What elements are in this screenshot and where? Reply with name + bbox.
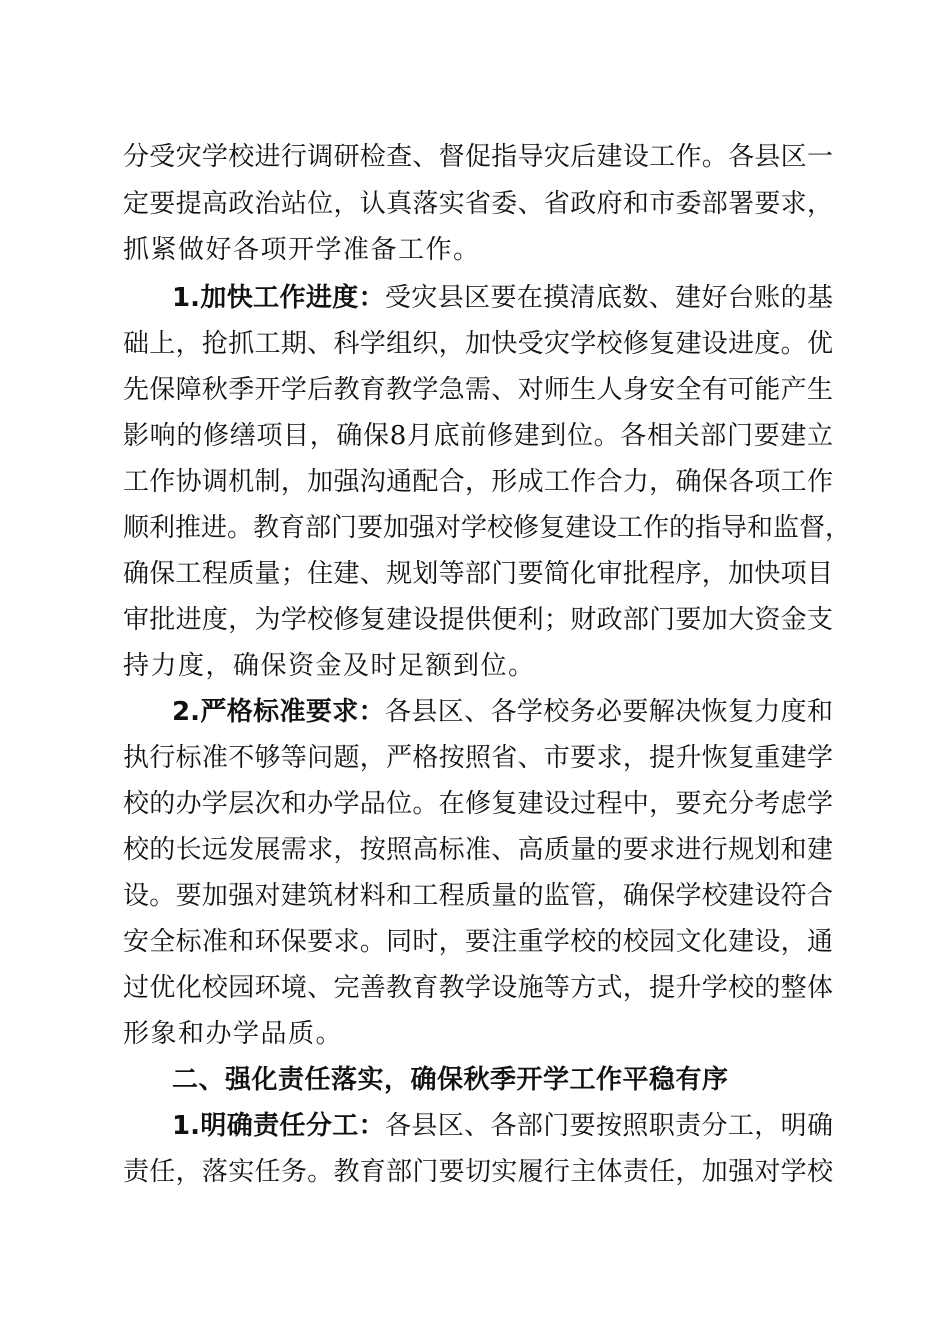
item-text: 各县区、各部门要按照职责分工，明确 [384, 1111, 833, 1141]
paragraph-line: 础上，抢抓工期、科学组织，加快受灾学校修复建设进度。优 [123, 329, 833, 359]
paragraph-line: 设。要加强对建筑材料和工程质量的监管，确保学校建设符合 [123, 881, 833, 911]
paragraph-line: 分受灾学校进行调研检查、督促指导灾后建设工作。各县区一 [123, 142, 833, 172]
item-text: 各县区、各学校务必要解决恢复力度和 [384, 697, 833, 727]
paragraph-line: 审批进度，为学校修复建设提供便利；财政部门要加大资金支 [123, 605, 833, 635]
item-first-line [172, 1103, 833, 1149]
paragraph-line: 确保工程质量；住建、规划等部门要简化审批程序，加快项目 [123, 559, 833, 589]
section-heading: 二、强化责任落实，确保秋季开学工作平稳有序 [172, 1065, 729, 1095]
paragraph-line: 形象和办学品质。 [123, 1019, 344, 1049]
item-first-line [172, 689, 833, 735]
paragraph-line: 影响的修缮项目，确保8月底前修建到位。各相关部门要建立 [123, 421, 833, 451]
paragraph-line: 执行标准不够等问题，严格按照省、市要求，提升恢复重建学 [123, 743, 833, 773]
paragraph-line: 先保障秋季开学后教育教学急需、对师生人身安全有可能产生 [123, 375, 833, 405]
paragraph-line: 工作协调机制，加强沟通配合，形成工作合力，确保各项工作 [123, 467, 833, 497]
paragraph-line: 校的办学层次和办学品位。在修复建设过程中，要充分考虑学 [123, 789, 833, 819]
item-first-line [172, 275, 833, 321]
paragraph-line: 定要提高政治站位，认真落实省委、省政府和市委部署要求， [123, 189, 833, 219]
item-text: 受灾县区要在摸清底数、建好台账的基 [384, 283, 833, 313]
paragraph-line: 校的长远发展需求，按照高标准、高质量的要求进行规划和建 [123, 835, 833, 865]
paragraph-line: 过优化校园环境、完善教育教学设施等方式，提升学校的整体 [123, 973, 833, 1003]
item-title: 1.明确责任分工： [172, 1111, 385, 1141]
paragraph-line: 责任，落实任务。教育部门要切实履行主体责任，加强对学校 [123, 1157, 833, 1187]
paragraph-line: 抓紧做好各项开学准备工作。 [123, 235, 481, 265]
paragraph-line: 顺利推进。教育部门要加强对学校修复建设工作的指导和监督， [123, 513, 852, 543]
item-title: 1.加快工作进度： [172, 283, 385, 313]
paragraph-line: 持力度，确保资金及时足额到位。 [123, 651, 536, 681]
item-title: 2.严格标准要求： [172, 697, 385, 727]
paragraph-line: 安全标准和环保要求。同时，要注重学校的校园文化建设，通 [123, 927, 833, 957]
